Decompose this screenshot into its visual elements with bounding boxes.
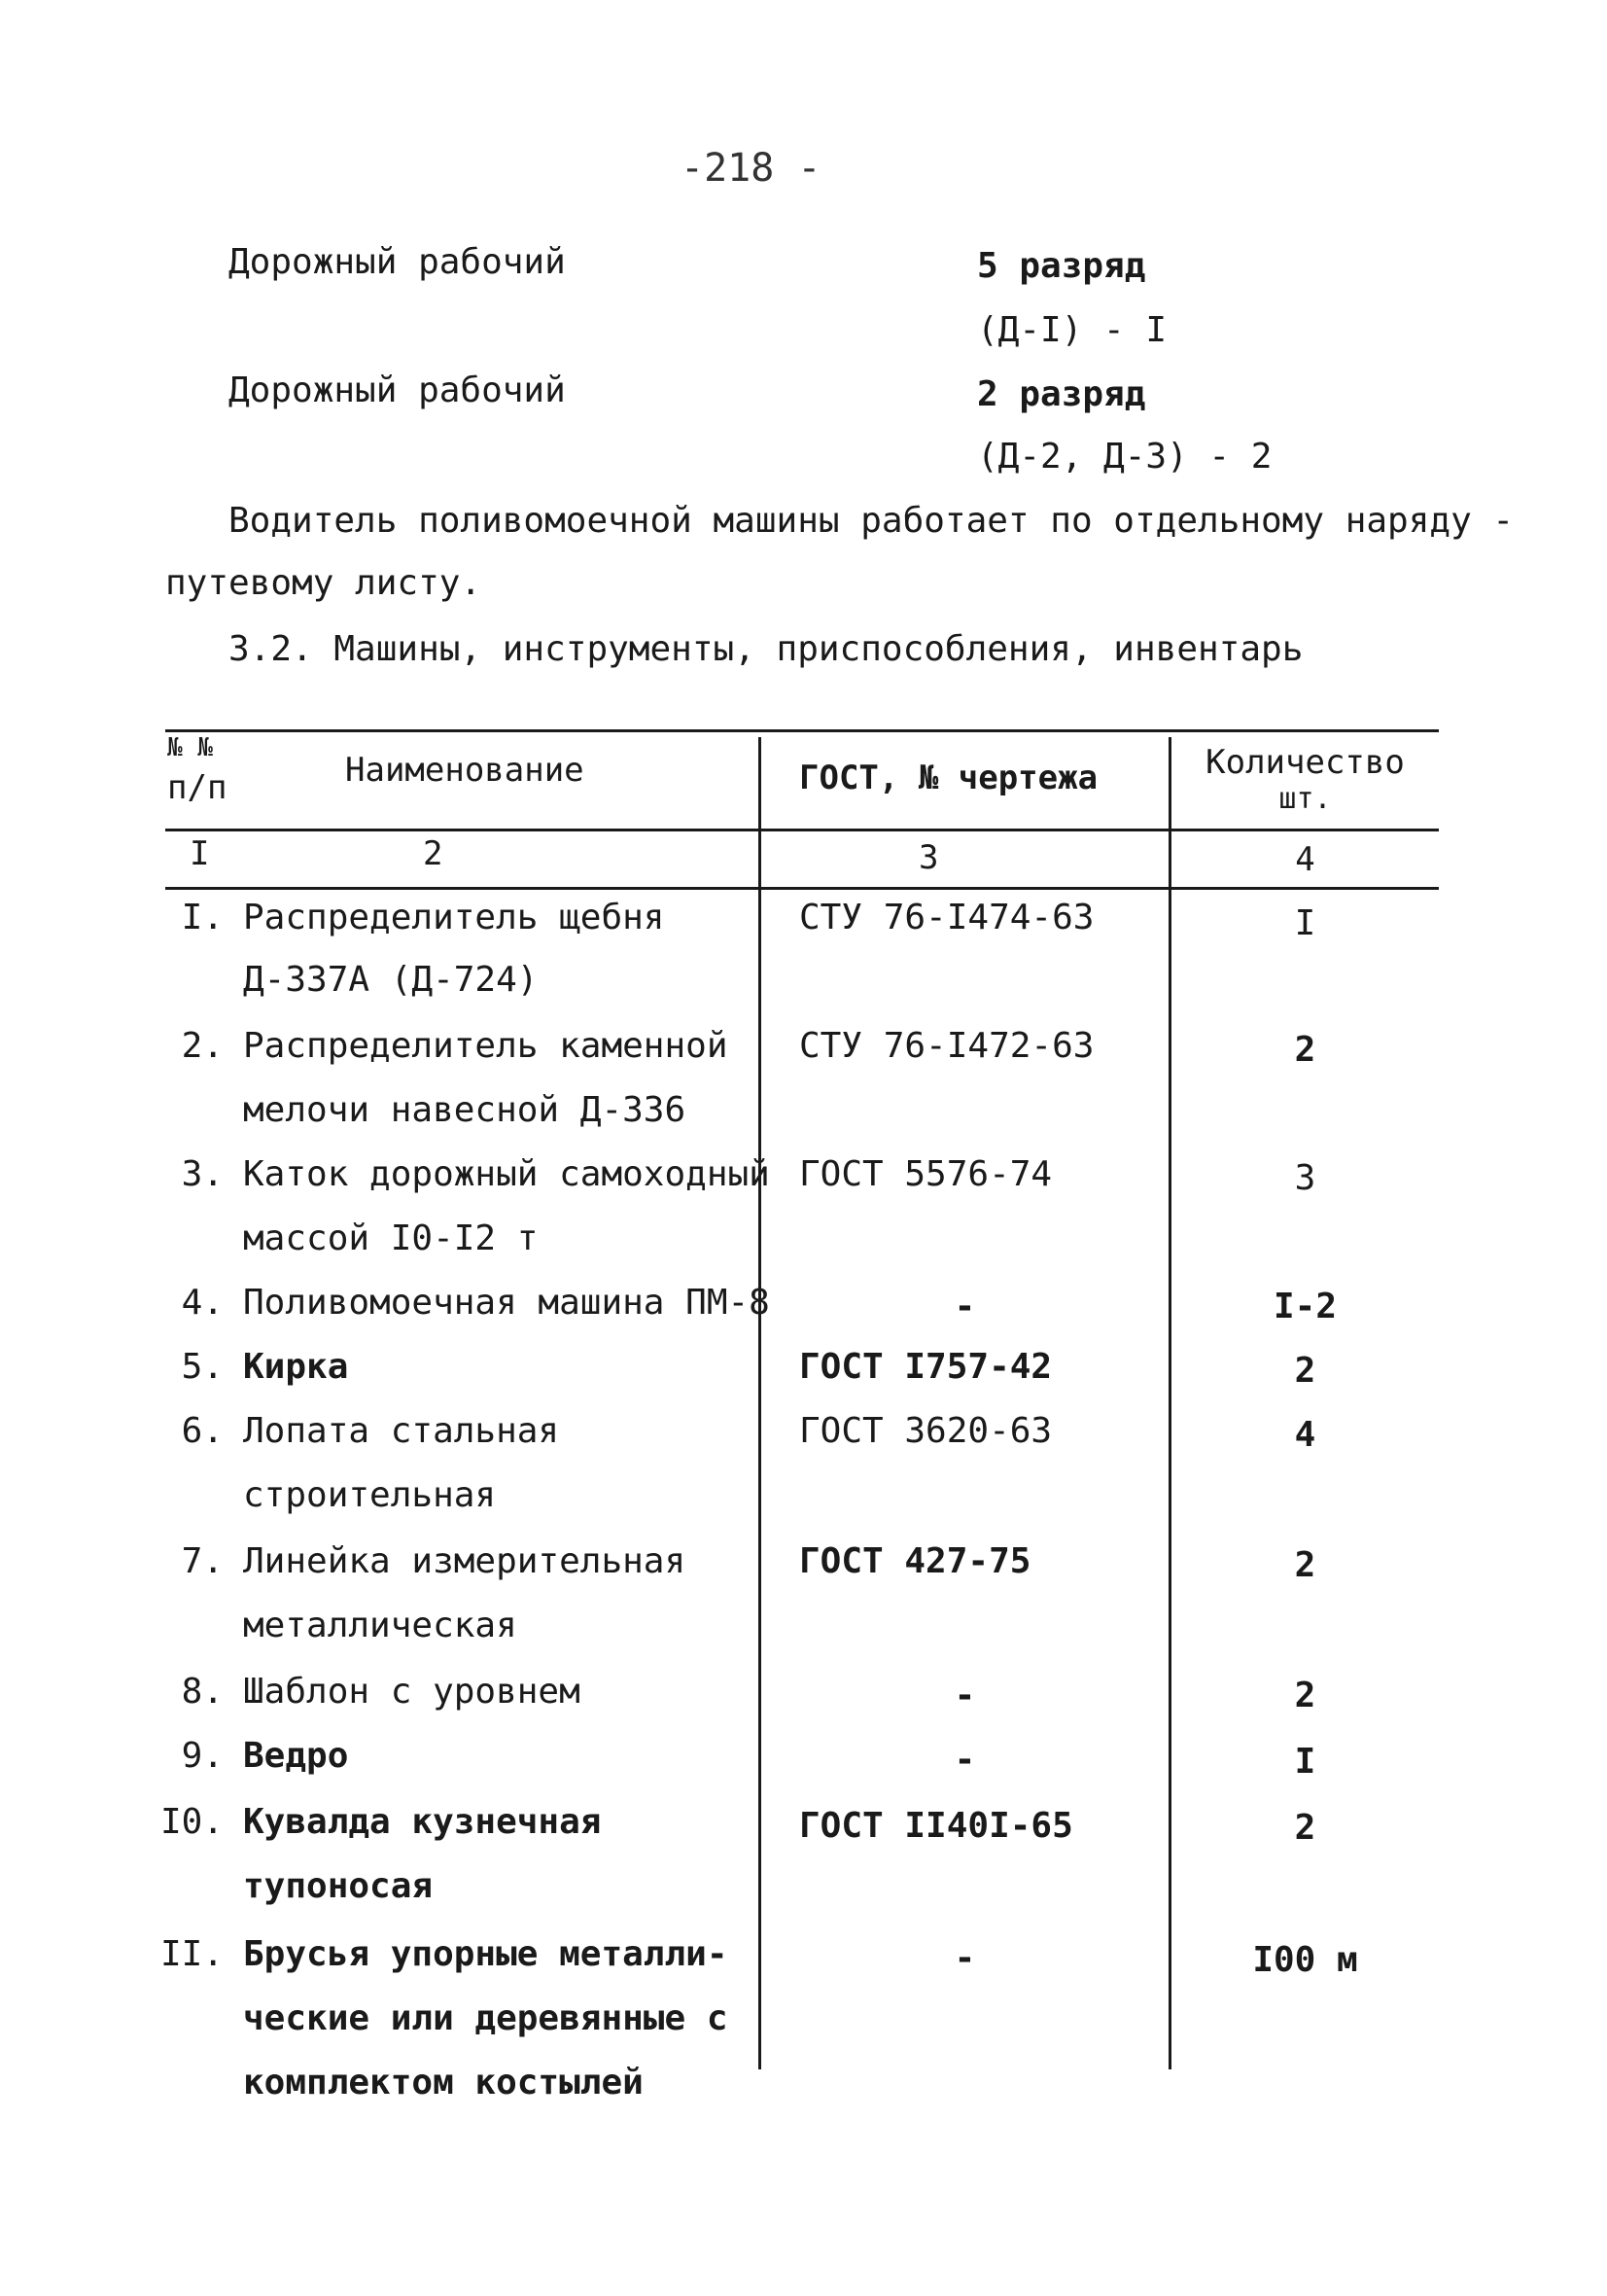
col-number-1: I	[190, 834, 210, 873]
table-row-8-qty: 2	[1294, 1676, 1316, 1715]
table-row-7-name-1: Линейка измерительная	[243, 1541, 686, 1581]
table-row-10-name-2: тупоносая	[243, 1866, 434, 1906]
table-row-3-gost: ГОСТ 5576-74	[799, 1154, 1053, 1194]
col-number-4: 4	[1295, 840, 1315, 879]
header-gost: ГОСТ, № чертежа	[799, 759, 1099, 797]
table-row-8-gost: -	[954, 1676, 976, 1715]
table-row-9-gost: -	[954, 1740, 976, 1780]
table-row-7-name-2: металлическая	[243, 1606, 517, 1645]
table-row-9-name-1: Ведро	[243, 1736, 349, 1776]
table-row-10-num: I0.	[159, 1802, 224, 1842]
table-row-3-num: 3.	[181, 1154, 224, 1194]
table-row-8-num: 8.	[181, 1672, 224, 1712]
table-row-7-gost: ГОСТ 427-75	[799, 1541, 1031, 1581]
table-row-3-qty: 3	[1294, 1158, 1316, 1198]
paragraph-line-2: путевому листу.	[165, 563, 482, 603]
table-row-10-name-1: Кувалда кузнечная	[243, 1802, 602, 1842]
table-top-rule	[165, 729, 1439, 732]
table-row-2-name-1: Распределитель каменной	[243, 1026, 728, 1066]
table-row-5-qty: 2	[1294, 1351, 1316, 1391]
table-row-11-name-1: Брусья упорные металли-	[243, 1934, 728, 1974]
table-divider-1	[758, 737, 761, 2069]
col-number-3: 3	[919, 838, 939, 877]
table-row-1-name-1: Распределитель щебня	[243, 898, 665, 937]
header-name: Наименование	[345, 751, 584, 790]
table-row-5-gost: ГОСТ I757-42	[799, 1347, 1053, 1387]
table-row-6-name-2: строительная	[243, 1475, 497, 1515]
table-row-6-gost: ГОСТ 3620-63	[799, 1411, 1053, 1451]
table-row-5-num: 5.	[181, 1347, 224, 1387]
table-row-1-name-2: Д-337А (Д-724)	[243, 960, 539, 1000]
table-row-11-qty: I00 м	[1252, 1940, 1358, 1980]
table-row-4-num: 4.	[181, 1283, 224, 1323]
table-row-4-qty: I-2	[1273, 1287, 1338, 1326]
table-row-10-qty: 2	[1294, 1808, 1316, 1848]
table-header-rule	[165, 829, 1439, 831]
table-row-7-num: 7.	[181, 1541, 224, 1581]
table-row-3-name-1: Каток дорожный самоходный	[243, 1154, 770, 1194]
table-row-1-num: I.	[181, 898, 224, 937]
table-row-9-num: 9.	[181, 1736, 224, 1776]
table-row-10-gost: ГОСТ II40I-65	[799, 1806, 1073, 1846]
table-row-6-name-1: Лопата стальная	[243, 1411, 560, 1451]
table-row-11-name-3: комплектом костылей	[243, 2063, 644, 2102]
header-qty-line-1: Количество	[1205, 743, 1405, 782]
table-row-9-qty: I	[1294, 1742, 1316, 1782]
table-row-6-num: 6.	[181, 1411, 224, 1451]
table-row-2-gost: СТУ 76-I472-63	[799, 1026, 1095, 1066]
table-row-11-gost: -	[954, 1938, 976, 1978]
header-qty-line-2: шт.	[1278, 782, 1332, 816]
table-row-11-num: II.	[159, 1934, 224, 1974]
table-row-1-gost: СТУ 76-I474-63	[799, 898, 1095, 937]
table-row-6-qty: 4	[1294, 1415, 1316, 1455]
worker-1-grade: 5 разряд	[977, 246, 1146, 286]
paragraph-line-1: Водитель поливомоечной машины работает по отдельному наряду -	[228, 501, 1515, 541]
worker-2-code: (Д-2, Д-3) - 2	[977, 437, 1273, 477]
table-row-2-qty: 2	[1294, 1030, 1316, 1070]
table-row-11-name-2: ческие или деревянные с	[243, 1998, 728, 2038]
table-row-4-gost: -	[954, 1287, 976, 1326]
section-title: 3.2. Машины, инструменты, приспособления, инвентарь	[228, 629, 1304, 669]
header-num-line-2: п/п	[167, 768, 227, 807]
table-row-8-name-1: Шаблон с уровнем	[243, 1672, 580, 1712]
page-number: -218 -	[681, 146, 821, 191]
table-row-7-qty: 2	[1294, 1545, 1316, 1585]
table-row-4-name-1: Поливомоечная машина ПМ-8	[243, 1283, 770, 1323]
col-number-2: 2	[423, 834, 443, 873]
header-num-line-1: № №	[167, 733, 213, 762]
table-row-5-name-1: Кирка	[243, 1347, 349, 1387]
worker-1-code: (Д-I) - I	[977, 310, 1168, 350]
table-row-3-name-2: массой I0-I2 т	[243, 1219, 539, 1258]
table-colnum-rule	[165, 887, 1439, 890]
table-row-2-num: 2.	[181, 1026, 224, 1066]
worker-2-grade: 2 разряд	[977, 374, 1146, 414]
worker-1-title: Дорожный рабочий	[228, 242, 566, 282]
table-row-2-name-2: мелочи навесной Д-336	[243, 1090, 686, 1130]
table-row-1-qty: I	[1294, 903, 1316, 943]
worker-2-title: Дорожный рабочий	[228, 371, 566, 410]
